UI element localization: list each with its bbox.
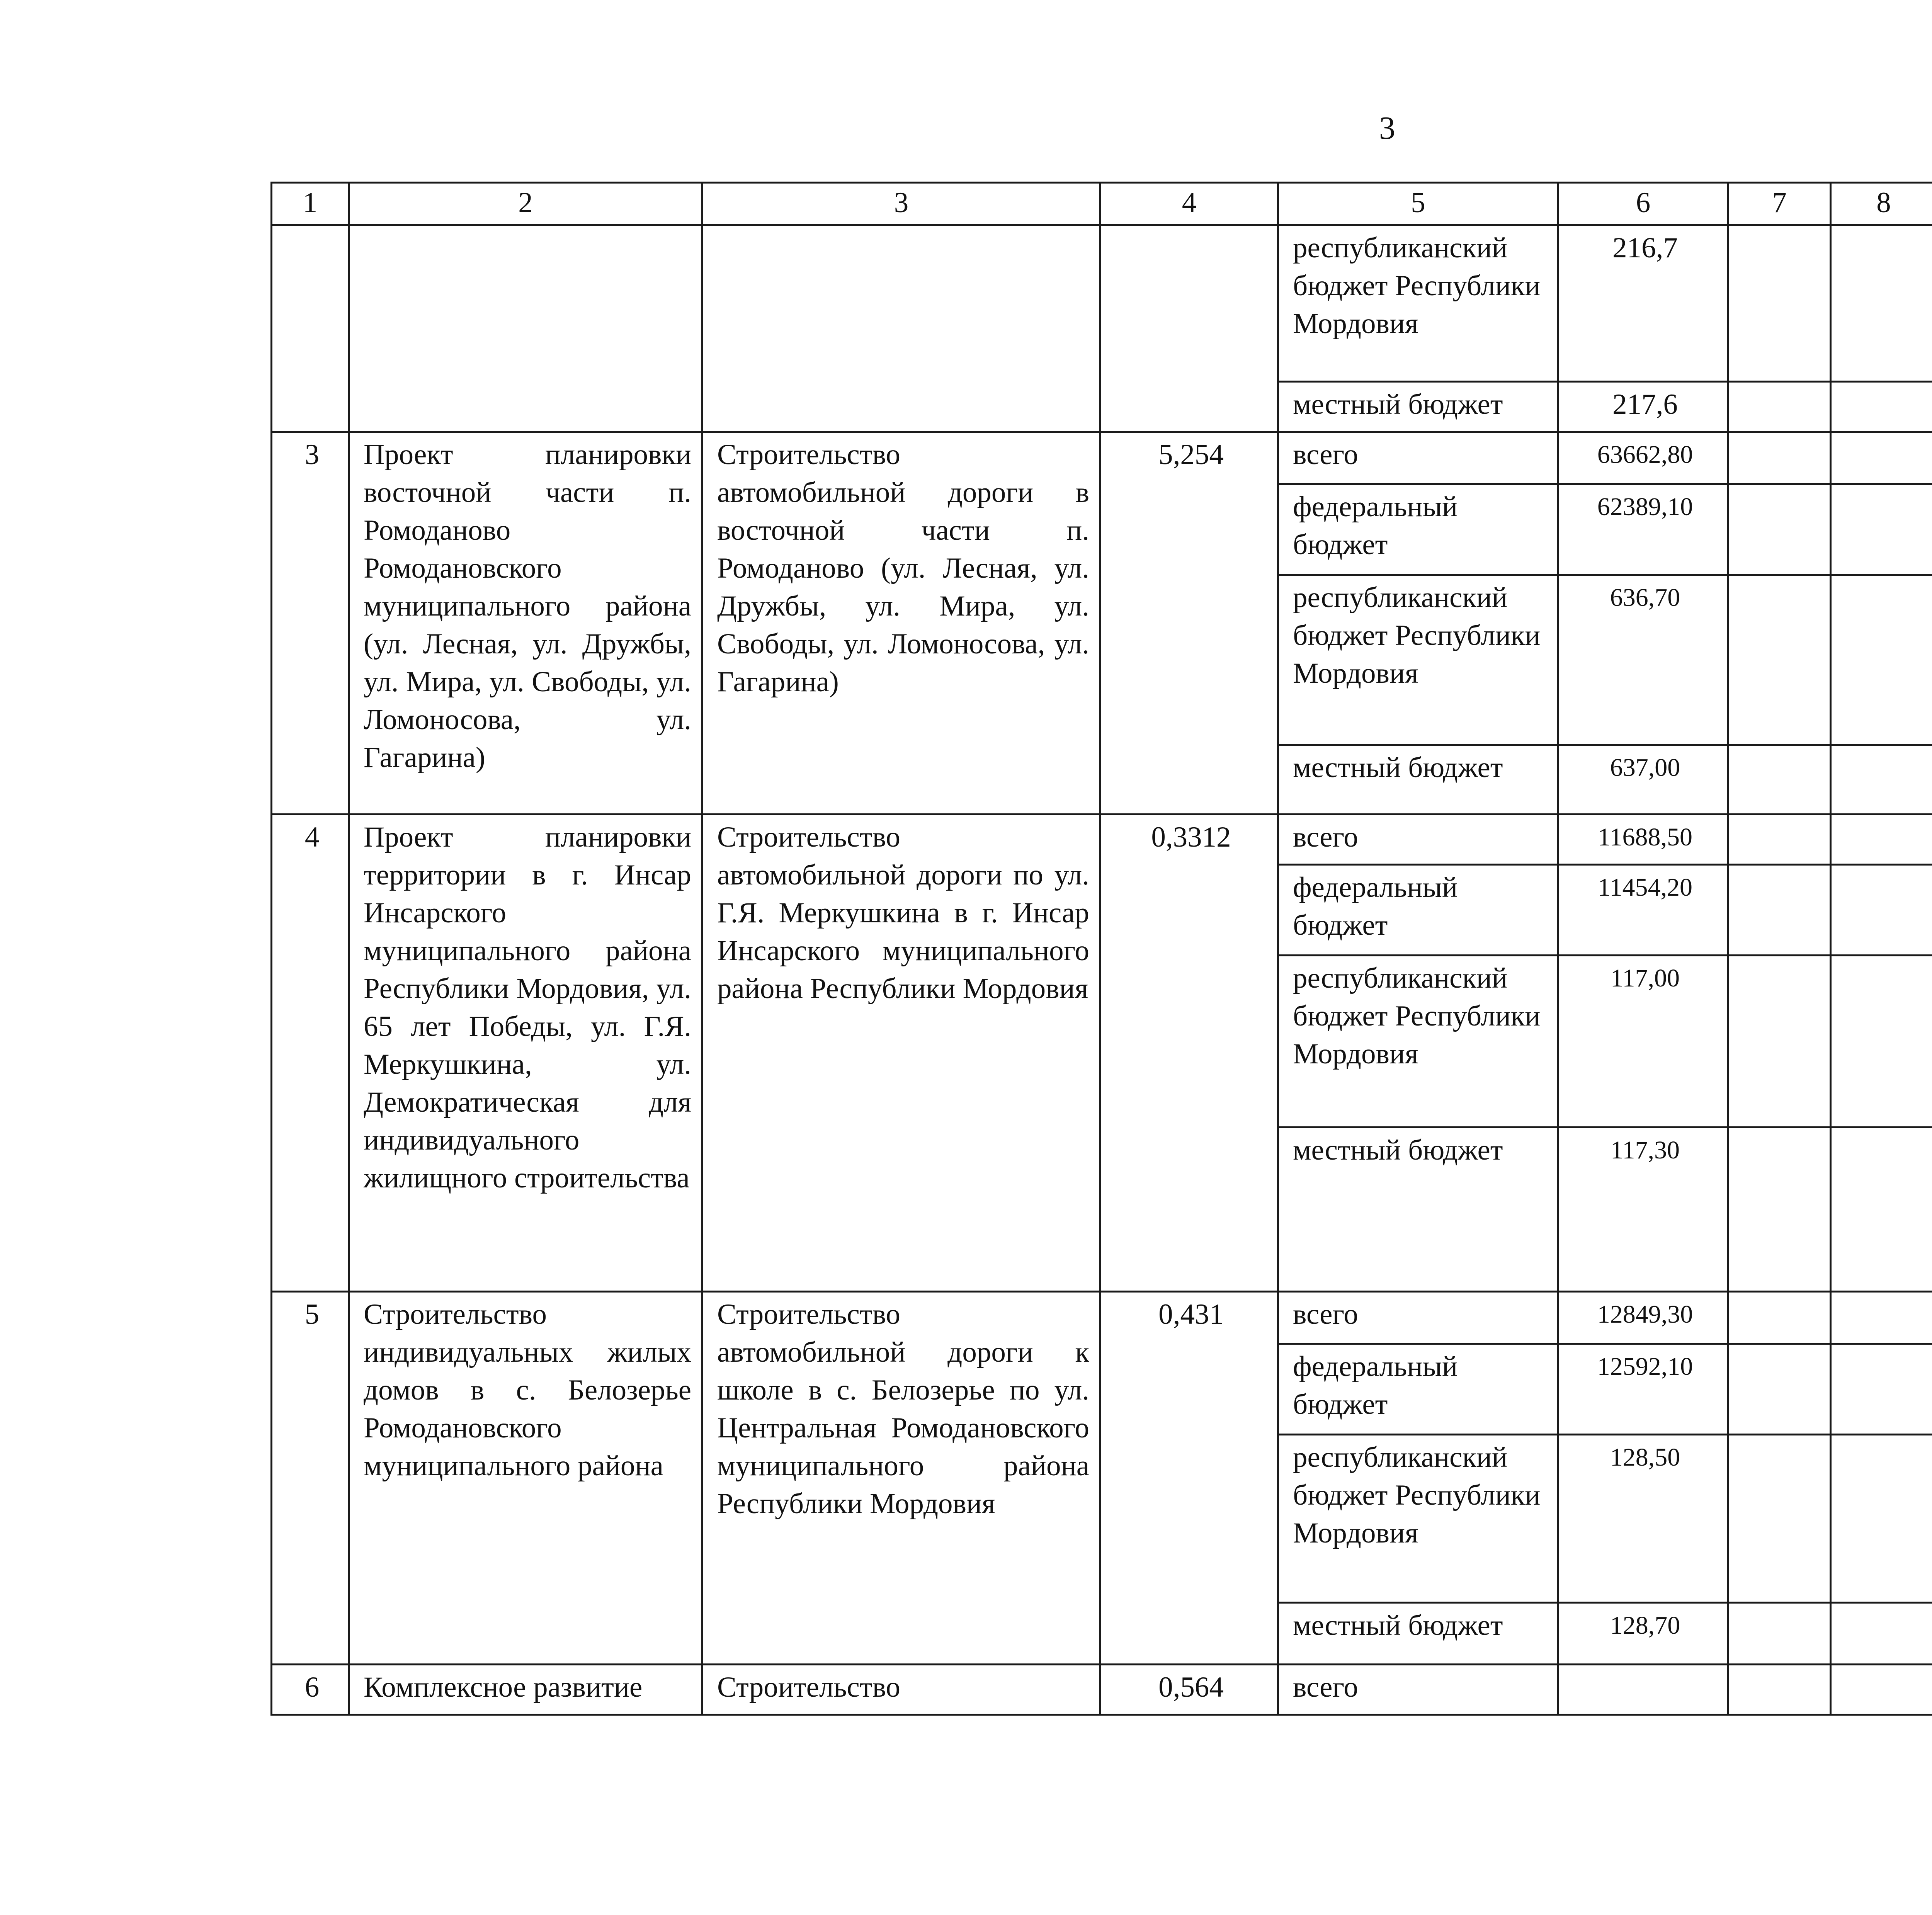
funding-source: республиканский бюджет Республики Мордовия: [1278, 1435, 1558, 1603]
empty-cell: [1728, 1292, 1831, 1344]
empty-cell: [702, 225, 1100, 432]
project-length: 0,564: [1100, 1665, 1278, 1715]
project-length: 5,254: [1100, 432, 1278, 815]
amount-col6: 11454,20: [1558, 865, 1728, 956]
table-row: [272, 1665, 1932, 1715]
empty-cell: [1728, 1665, 1831, 1715]
empty-cell: [1831, 1344, 1932, 1435]
column-number: 2: [349, 183, 702, 225]
project-name: Комплексное развитие: [349, 1665, 702, 1715]
empty-cell: [1831, 865, 1932, 956]
amount-col6: 117,30: [1558, 1128, 1728, 1292]
project-name: Проект планировки восточной части п. Ромоданово Ромодановского муниципального района (ул. Лесная, ул. Дружбы, ул. Мира, ул. Свободы, ул. Ломоносова, ул. Гагарина): [349, 432, 702, 815]
empty-cell: [1558, 1665, 1728, 1715]
empty-cell: [1728, 815, 1831, 865]
amount-col6: 11688,50: [1558, 815, 1728, 865]
empty-cell: [1728, 1435, 1831, 1603]
table-row: [272, 1292, 1932, 1344]
amount-col6: 12849,30: [1558, 1292, 1728, 1344]
column-number: 5: [1278, 183, 1558, 225]
empty-cell: [1831, 225, 1932, 382]
amount-col6: 217,6: [1558, 382, 1728, 432]
funding-source: местный бюджет: [1278, 382, 1558, 432]
project-number: 4: [272, 815, 349, 1292]
empty-cell: [1831, 1128, 1932, 1292]
project-number: 5: [272, 1292, 349, 1665]
empty-cell: [1728, 1128, 1831, 1292]
project-object: Строительство автомобильной дороги в восточной части п. Ромоданово (ул. Лесная, ул. Дружбы, ул. Мира, ул. Свободы, ул. Ломоносова, ул. Гагарина): [702, 432, 1100, 815]
column-number-row: [272, 183, 1932, 225]
empty-cell: [1831, 484, 1932, 575]
project-number: 6: [272, 1665, 349, 1715]
funding-source: всего: [1278, 1665, 1558, 1715]
amount-col6: 637,00: [1558, 745, 1728, 815]
empty-cell: [1100, 225, 1278, 432]
empty-cell: [1728, 1603, 1831, 1665]
amount-col6: 636,70: [1558, 575, 1728, 745]
empty-cell: [1728, 225, 1831, 382]
funding-source: федеральный бюджет: [1278, 865, 1558, 956]
empty-cell: [1831, 956, 1932, 1128]
table-row: [272, 225, 1932, 382]
funding-source: федеральный бюджет: [1278, 484, 1558, 575]
empty-cell: [1831, 1435, 1932, 1603]
empty-cell: [1831, 815, 1932, 865]
table-row: [272, 815, 1932, 865]
amount-col6: 128,70: [1558, 1603, 1728, 1665]
funding-source: республиканский бюджет Республики Мордовия: [1278, 956, 1558, 1128]
funding-source: федеральный бюджет: [1278, 1344, 1558, 1435]
empty-cell: [1831, 1665, 1932, 1715]
page-number: 3: [1379, 110, 1395, 146]
empty-cell: [1728, 432, 1831, 484]
empty-cell: [349, 225, 702, 432]
amount-col6: 216,7: [1558, 225, 1728, 382]
empty-cell: [1831, 432, 1932, 484]
amount-col6: 63662,80: [1558, 432, 1728, 484]
funding-source: всего: [1278, 432, 1558, 484]
project-name: Проект планировки территории в г. Инсар Инсарского муниципального района Республики Мордовия, ул. 65 лет Победы, ул. Г.Я. Меркушкина, ул. Демократическая для индивидуального жилищного строительства: [349, 815, 702, 1292]
empty-cell: [1728, 745, 1831, 815]
column-number: 6: [1558, 183, 1728, 225]
empty-cell: [1831, 1292, 1932, 1344]
funding-source: местный бюджет: [1278, 1128, 1558, 1292]
empty-cell: [1831, 575, 1932, 745]
project-object: Строительство автомобильной дороги по ул. Г.Я. Меркушкина в г. Инсар Инсарского муниципального района Республики Мордовия: [702, 815, 1100, 1292]
amount-col6: 62389,10: [1558, 484, 1728, 575]
amount-col6: 117,00: [1558, 956, 1728, 1128]
empty-cell: [1728, 956, 1831, 1128]
budget-table: [270, 182, 1932, 1716]
empty-cell: [1831, 745, 1932, 815]
project-name: Строительство индивидуальных жилых домов в с. Белозерье Ромодановского муниципального района: [349, 1292, 702, 1665]
table-row: [272, 432, 1932, 484]
empty-cell: [1831, 382, 1932, 432]
column-number: 1: [272, 183, 349, 225]
column-number: 8: [1831, 183, 1932, 225]
funding-source: местный бюджет: [1278, 1603, 1558, 1665]
empty-cell: [1728, 484, 1831, 575]
empty-cell: [1831, 1603, 1932, 1665]
project-length: 0,3312: [1100, 815, 1278, 1292]
empty-cell: [272, 225, 349, 432]
funding-source: республиканский бюджет Республики Мордовия: [1278, 575, 1558, 745]
empty-cell: [1728, 382, 1831, 432]
empty-cell: [1728, 575, 1831, 745]
funding-source: всего: [1278, 1292, 1558, 1344]
amount-col6: 12592,10: [1558, 1344, 1728, 1435]
funding-source: местный бюджет: [1278, 745, 1558, 815]
column-number: 7: [1728, 183, 1831, 225]
column-number: 3: [702, 183, 1100, 225]
empty-cell: [1728, 1344, 1831, 1435]
funding-source: всего: [1278, 815, 1558, 865]
amount-col6: 128,50: [1558, 1435, 1728, 1603]
funding-source: республиканский бюджет Республики Мордовия: [1278, 225, 1558, 382]
project-length: 0,431: [1100, 1292, 1278, 1665]
project-object: Строительство: [702, 1665, 1100, 1715]
column-number: 4: [1100, 183, 1278, 225]
empty-cell: [1728, 865, 1831, 956]
project-object: Строительство автомобильной дороги к школе в с. Белозерье по ул. Центральная Ромодановского муниципального района Республики Мордовия: [702, 1292, 1100, 1665]
project-number: 3: [272, 432, 349, 815]
